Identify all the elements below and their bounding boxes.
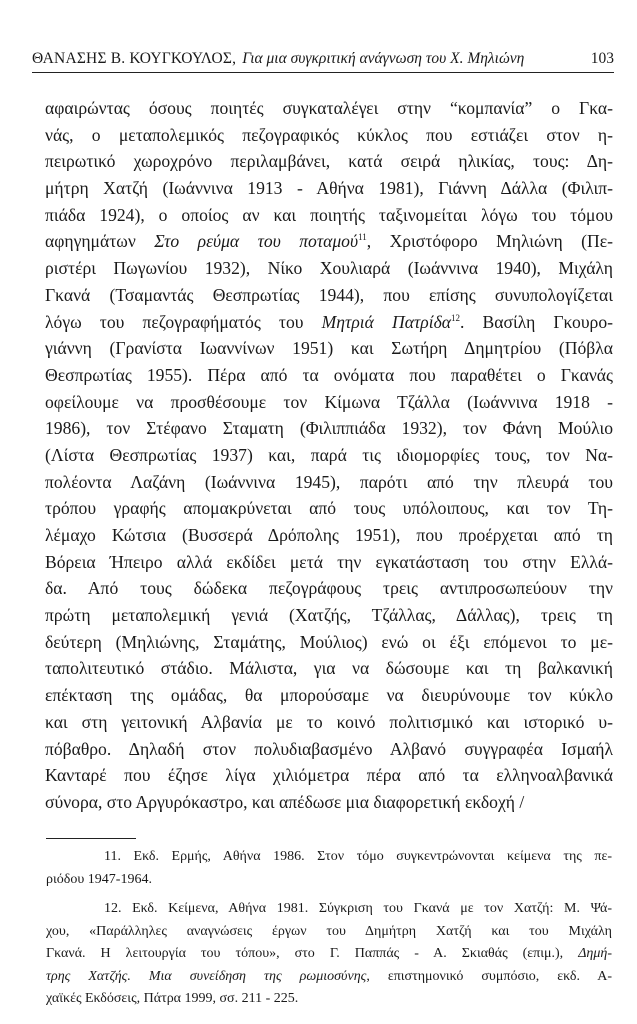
text-line xyxy=(45,148,613,175)
text-line xyxy=(45,335,613,362)
text-run: χαϊκές Εκδόσεις, Πάτρα 1999, σσ. 211 - 225. xyxy=(46,991,299,1006)
text-run: γιάννη (Γρανίστα Ιωαννίνων 1951) και Σωτήρη Δημητρίου (Πόβλα xyxy=(45,338,613,359)
text-run: , επιστημονικό συμπόσιο, εκδ. Α- xyxy=(366,968,612,984)
text-run: τρόπου γραφής απομακρύνεται από τους υπόλοιπους, και τον Τη- xyxy=(45,498,613,519)
italic-text: Μητριά Πατρίδα xyxy=(321,311,451,332)
text-line xyxy=(45,469,613,496)
footnote-line xyxy=(46,988,612,1011)
running-header-left xyxy=(32,50,524,68)
text-run: δεύτερη (Μηλιώνης, Σταμάτης, Μούλιος) ενώ οι έξι επόμενοι το με- xyxy=(45,631,613,652)
footnote-line xyxy=(46,898,612,921)
text-run: πιάδα 1924), ο οποίος αν και ποιητής ταξινομείται λόγω του τόμου xyxy=(45,204,613,225)
header-rule xyxy=(32,72,614,73)
text-run: 1986), τον Στέφανο Σταματη (Φιλιππιάδα 1932), τον Φάνη Μούλιο xyxy=(45,418,613,439)
text-run: αφηγημάτων xyxy=(45,231,155,252)
text-run: πρώτη μεταπολεμική γενιά (Χατζής, Τζάλλας, Δάλλας), τρεις τη xyxy=(45,605,613,626)
footnote-rule xyxy=(46,838,136,839)
italic-text: τρης Χατζής. Μια συνείδηση της ρωμιοσύνης xyxy=(46,968,367,984)
text-run: αφαιρώντας όσους ποιητές συγκαταλέγει στην “κομπανία” ο Γκα- xyxy=(45,98,613,118)
text-run: Βόρεια Ήπειρο αλλά εκδίδει μετά την εγκατάσταση του στην Ελλά- xyxy=(45,551,613,572)
text-line xyxy=(45,202,613,229)
text-run: μήτρη Χατζή (Ιωάννινα 1913 - Αθήνα 1981), Γιάννη Δάλλα (Φιλιπ- xyxy=(45,178,613,199)
footnote-gap xyxy=(46,891,612,898)
text-line xyxy=(45,362,613,389)
text-run: 11. Εκδ. Ερμής, Αθήνα 1986. Στον τόμο συγκεντρώνονται κείμενα της πε- xyxy=(104,849,612,864)
text-run: λέμαχο Κώτσια (Βυσσερά Δρόπολης 1951), που προέρχεται από τη xyxy=(45,525,613,545)
text-line xyxy=(45,736,613,763)
text-run: οφείλουμε να προσθέσουμε τον Κίμωνα Τζάλλα (Ιωάννινα 1918 - xyxy=(45,391,613,412)
text-run: ριστέρι Πωγωνίου 1932), Νίκο Χουλιαρά (Ιωάννινα 1940), Μιχάλη xyxy=(45,258,613,279)
text-run: λόγω του πεζογραφήματός του xyxy=(45,311,322,332)
text-run: πολέοντα Λαζάνη (Ιωάννινα 1945), παρότι από την πλευρά του xyxy=(45,471,613,492)
text-run: Γκανά. Η λειτουργία του τόπου», στο Γ. Παππάς - Α. Σκιαθάς (επιμ.), xyxy=(46,946,579,961)
italic-text: Δημή- xyxy=(578,946,612,961)
text-line xyxy=(45,655,613,682)
text-run: νάς, ο μεταπολεμικός πεζογραφικός κύκλος που εστιάζει στον η- xyxy=(45,124,613,145)
footnote-line xyxy=(46,943,612,966)
text-run: . Βασίλη Γκουρο- xyxy=(460,311,613,332)
text-run: πόβαθρο. Δηλαδή στον πολυδιαβασμένο Αλβανό συγγραφέα Ισμαήλ xyxy=(45,738,613,759)
footnote-ref: 12 xyxy=(451,312,460,323)
text-line xyxy=(45,228,613,255)
text-run: επέκταση της ομάδας, θα μπορούσαμε να διευρύνουμε τον κύκλο xyxy=(45,685,613,706)
text-run: ταπολιτευτικό στάδιο. Μάλιστα, για να δώσουμε και τη βαλκανική xyxy=(45,658,613,679)
text-line xyxy=(45,682,613,709)
text-line xyxy=(45,309,613,336)
text-run: πειρωτικό χωροχρόνο περιλαμβάνει, κατά σειρά ηλικίας, τους: Δη- xyxy=(45,151,613,172)
text-line xyxy=(45,442,613,469)
body-text xyxy=(45,95,613,816)
footnote xyxy=(46,846,612,891)
text-line xyxy=(45,282,613,309)
footnote-line xyxy=(46,846,612,869)
footnote-line xyxy=(46,869,612,892)
text-line xyxy=(45,495,613,522)
text-line xyxy=(45,575,613,602)
footnote xyxy=(46,898,612,1011)
italic-text: Στο ρεύμα του ποταμού xyxy=(154,231,359,252)
text-line xyxy=(45,602,613,629)
header-book-title: Για μια συγκριτική ανάγνωση του Χ. Μηλιώνη xyxy=(242,50,525,67)
text-line xyxy=(45,175,613,202)
text-run: Θεσπρωτίας 1955). Πέρα από τα ονόματα που παραθέτει ο Γκανάς xyxy=(45,364,613,385)
text-run: χου, «Παράλληλες αναγνώσεις έργων του Δημήτρη Χατζή και του Μιχάλη xyxy=(46,923,612,939)
text-run: και στη γειτονική Αλβανία με το κοινό πολιτισμικό και ιστορικό υ- xyxy=(45,711,613,732)
text-run: Κανταρέ που έζησε λίγα χιλιόμετρα πέρα από τα ελληνοαλβανικά xyxy=(45,765,613,786)
text-run: σύνορα, στο Αργυρόκαστρο, και απέδωσε μια διαφορετική εκδοχή / xyxy=(45,791,525,812)
text-line xyxy=(45,95,613,122)
header-author: ΘΑΝΑΣΗΣ Β. ΚΟΥΓΚΟΥΛΟΣ, xyxy=(32,50,237,67)
text-line xyxy=(45,255,613,282)
text-line xyxy=(45,629,613,656)
running-header xyxy=(32,50,614,68)
text-line xyxy=(45,122,613,149)
footnote-line xyxy=(46,921,612,944)
text-line xyxy=(45,762,613,789)
text-line xyxy=(45,415,613,442)
text-run: , Χριστόφορο Μηλιώνη (Πε- xyxy=(366,231,613,252)
footnote-line xyxy=(46,966,612,989)
text-line xyxy=(45,389,613,416)
text-run: Γκανά (Τσαμαντάς Θεσπρωτίας 1944), που επίσης συνυπολογίζεται xyxy=(45,284,613,305)
text-line xyxy=(45,549,613,576)
page-number: 103 xyxy=(590,50,614,67)
footnote-ref: 11 xyxy=(358,232,367,243)
text-line xyxy=(45,709,613,736)
text-line xyxy=(45,789,613,816)
text-line xyxy=(45,522,613,549)
text-run: (Λίστα Θεσπρωτίας 1937) και, παρά τις ιδιομορφίες τους, τον Να- xyxy=(45,444,613,465)
text-run: 12. Εκδ. Κείμενα, Αθήνα 1981. Σύγκριση του Γκανά με τον Χατζή: Μ. Ψά- xyxy=(104,901,612,916)
text-run: δα. Από τους δώδεκα πεζογράφους τρεις αντιπροσωπεύουν την xyxy=(45,578,613,599)
footnotes xyxy=(46,846,612,1011)
text-run: ριόδου 1947-1964. xyxy=(46,871,152,887)
